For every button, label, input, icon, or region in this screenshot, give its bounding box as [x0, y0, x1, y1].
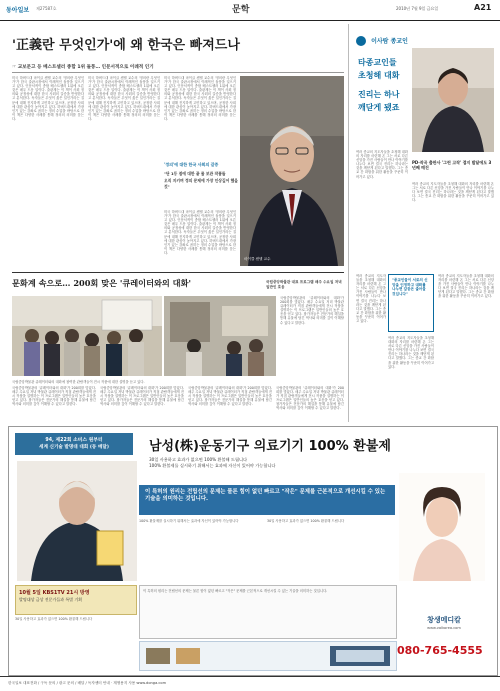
ad-inventor-photo	[17, 461, 137, 581]
article2-subhead: 국립중앙박물관 대표 프로그램 매주 수요일 저녁 일반인 호응	[266, 280, 342, 289]
interview-photo	[412, 48, 494, 152]
interview-quote-title	[358, 56, 410, 114]
pull-quote	[164, 162, 238, 206]
article-subhead: ☞ 교보문고 등 베스트셀러 종합 1위 돌풍… 인문서적으로 이례적 인기	[12, 65, 154, 70]
ad-fine-print-box	[139, 585, 397, 639]
article2-body-col-3: 국립중앙박물관의 '큐레이터와의 대화'가 200회를 맞았다. 매주 수요일 저녁 박물관 큐레이터가 직접 관람객들에게 전시 작품을 설명하는 이 프로그램은 일반인들의 높은 호응을 얻고 있다. 참가자들은 전문가의 해설을 통해 유물에 담긴 역사와 의미를 깊이 이해할 수 있다고 말한다.	[188, 386, 272, 407]
interview-side-caption: PD·작곡 출판사 '그린 고작' 접지 발달에도 3년째 매진	[412, 160, 492, 170]
masthead	[0, 0, 500, 21]
article-body-col-2: 미국 하버드대 마이클 샌델 교수의 '정의란 무엇인가'가 한국 출판시장에서 이례적인 돌풍을 일으키고 있다. 인문서적이 종합 베스트셀러 1위에 오른 것은 매우 드문 일이다. 출판계는 이 책이 사회 정의와 공정성에 대한 한국 사회의 갈증을 반영한다고 분석한다. 독자들은 무엇이 옳은 일인가라는 질문에 대해 진지하게 고민하고 있으며, 공정한 사회에 대한 관심이 높아지고 있다. 하버드대에서 가장 인기 있는 강좌로 꼽히는 정의 수업을 바탕으로 한 이 책은 다양한 사례를 통해 정의의 의미를 묻는다.	[88, 76, 160, 121]
footer	[0, 676, 500, 691]
pull-quote-title: '정의'에 대한 한국 사회의 갈증	[164, 162, 219, 167]
ad-phone	[397, 639, 493, 665]
article-body-col-1: 미국 하버드대 마이클 샌델 교수의 '정의란 무엇인가'가 한국 출판시장에서 이례적인 돌풍을 일으키고 있다. 인문서적이 종합 베스트셀러 1위에 오른 것은 매우 드문 일이다. 출판계는 이 책이 사회 정의와 공정성에 대한 한국 사회의 갈증을 반영한다고 분석한다. 독자들은 무엇이 옳은 일인가라는 질문에 대해 진지하게 고민하고 있으며, 공정한 사회에 대한 관심이 높아지고 있다. 하버드대에서 가장 인기 있는 강좌로 꼽히는 정의 수업을 바탕으로 한 이 책은 다양한 사례를 통해 정의의 의미를 묻는다.	[12, 76, 84, 121]
article-body-col-3: 미국 하버드대 마이클 샌델 교수의 '정의란 무엇인가'가 한국 출판시장에서 이례적인 돌풍을 일으키고 있다. 인문서적이 종합 베스트셀러 1위에 오른 것은 매우 드문 일이다. 출판계는 이 책이 사회 정의와 공정성에 대한 한국 사회의 갈증을 반영한다고 분석한다. 독자들은 무엇이 옳은 일인가라는 질문에 대해 진지하게 고민하고 있으며, 공정한 사회에 대한 관심이 높아지고 있다. 하버드대에서 가장 인기 있는 강좌로 꼽히는 정의 수업을 바탕으로 한 이 책은 다양한 사례를 통해 정의의 의미를 묻는다.	[164, 76, 236, 121]
ad-top-box	[15, 433, 133, 455]
section-title: 문학	[232, 5, 250, 15]
company-web: www.valkorea.com	[427, 626, 461, 630]
interview-label-text: 이사람 종교인	[371, 38, 408, 45]
ad-tv-line-2: 발명대상 금상 전문가들과 특별 기획	[19, 597, 83, 602]
portrait-photo	[240, 76, 344, 266]
ad-fine-print: 이 특허의 원리는 전립선의 문제는 물론 힘이 없던 빠르고 "작은" 문제를 근본적으로 개선시킬 수 있는 기술을 의미하는 것입니다.	[143, 589, 328, 593]
article2-body-col-4: 국립중앙박물관의 '큐레이터와의 대화'가 200회를 맞았다. 매주 수요일 저녁 박물관 큐레이터가 직접 관람객들에게 전시 작품을 설명하는 이 프로그램은 일반인들의 높은 호응을 얻고 있다. 참가자들은 전문가의 해설을 통해 유물에 담긴 역사와 의미를 깊이 이해할 수 있다고 말한다.	[276, 386, 344, 411]
ad-device-photo	[399, 473, 485, 581]
article2-headline: 문화계 속으로… 200회 맞은 '큐레이터와의 대화'	[12, 278, 191, 288]
portrait-illustration	[240, 76, 344, 266]
interview-quote-line-1: 타종교인들	[358, 58, 397, 67]
page-number: A21	[474, 3, 492, 12]
article-body-col-4: 미국 하버드대 마이클 샌델 교수의 '정의란 무엇인가'가 한국 출판시장에서 이례적인 돌풍을 일으키고 있다. 인문서적이 종합 베스트셀러 1위에 오른 것은 매우 드문 일이다. 출판계는 이 책이 사회 정의와 공정성에 대한 한국 사회의 갈증을 반영한다고 분석한다. 독자들은 무엇이 옳은 일인가라는 질문에 대해 진지하게 고민하고 있으며, 공정한 사회에 대한 관심이 높아지고 있다. 하버드대에서 가장 인기 있는 강좌로 꼽히는 정의 수업을 바탕으로 한 이 책은 다양한 사례를 통해 정의의 의미를 묻는다.	[164, 210, 236, 255]
ad-banner	[139, 485, 395, 515]
ad-block	[8, 426, 498, 676]
curator-photo-illustration	[164, 296, 276, 376]
column-divider	[348, 24, 349, 422]
interview-quote-line-2: 초청해 대화	[358, 71, 400, 80]
phone-prefix: 080	[397, 644, 420, 657]
ad-company-logo	[399, 615, 489, 635]
ad-intro-1: 30일 사용하고 효과가 없으면 100% 환불해 드립니다	[149, 457, 248, 462]
interview-quote-line-3: 진리는 하나	[358, 90, 400, 99]
article2-body-side: 국립중앙박물관의 '큐레이터와의 대화'가 200회를 맞았다. 매주 수요일 저녁 박물관 큐레이터가 직접 관람객들에게 전시 작품을 설명하는 이 프로그램은 일반인들의 높은 호응을 얻고 있다. 참가자들은 전문가의 해설을 통해 유물에 담긴 역사와 의미를 깊이 이해할 수 있다고 말한다.	[280, 296, 344, 325]
photo-caption-2: 국립중앙박물관 큐레이터와의 대화에 참여한 관람객들이 전시 작품에 대한 설명을 듣고 있다.	[12, 380, 145, 384]
inventor-illustration	[17, 461, 137, 581]
label-dot-icon	[356, 36, 366, 46]
interview-body-col-5: 여러 종교의 지도자들을 초청해 대화의 자리를 마련해 온 그는 서로 다른 신앙을 가진 사람들이 만나 이야기를 나누다 보면 결국 진리는 하나라는 것을 깨닫게 된다고 말했다. 그는 종교 간 화합을 위한 활동을 꾸준히 이어가고 있다.	[388, 336, 434, 369]
interview-photo-illustration	[412, 48, 494, 152]
boxed-quote-text: "종교인들이 서로의 신앙을 인정하고 대화를 나누면 갈등은 줄어들 것입니다"	[392, 278, 428, 296]
divider	[12, 272, 344, 273]
ad-body-col-1: 100% 환불제를 실시하기 위해서는 효과에 자신이 있어야 가능합니다	[139, 519, 239, 523]
ad-tv-line-1: 10월 5일 KBS1TV 21시 방영	[19, 590, 90, 596]
article-headline: '正義란 무엇인가'에 왜 한국은 빠져드나	[12, 38, 240, 53]
interview-label	[356, 30, 496, 44]
company-name: 창생메디칼	[427, 616, 461, 624]
ad-body-col-2: 30일 사용하고 효과가 없으면 100% 환불해 드립니다	[267, 519, 345, 523]
article2-body-col-1: 국립중앙박물관의 '큐레이터와의 대화'가 200회를 맞았다. 매주 수요일 저녁 박물관 큐레이터가 직접 관람객들에게 전시 작품을 설명하는 이 프로그램은 일반인들의 높은 호응을 얻고 있다. 참가자들은 전문가의 해설을 통해 유물에 담긴 역사와 의미를 깊이 이해할 수 있다고 말한다.	[12, 386, 96, 407]
phone-rest: -765-4555	[419, 644, 483, 657]
paper-name: 동아일보	[6, 7, 30, 14]
ad-banner-text: 이 특허의 원리는 전립선의 문제는 물론 힘이 없던 빠르고 "작은" 문제를 근본적으로 개선시킬 수 있는 기술을 의미하는 것입니다.	[145, 489, 386, 502]
footer-text: 한국일보 대표전화 / 구독 문의 / 광고 문의 / 배달 / 독자센터 안내 · 재생용지 사용 www.donga.com	[8, 681, 167, 685]
interview-body-col-3: 여러 종교의 지도자들을 초청해 대화의 자리를 마련해 온 그는 서로 다른 신앙을 가진 사람들이 만나 이야기를 나누다 보면 결국 진리는 하나라는 것을 깨닫게 된다고 말했다. 그는 종교 간 화합을 위한 활동을 꾸준히 이어가고 있다.	[356, 274, 386, 324]
curator-photo	[164, 296, 276, 376]
ad-top-line-1: 94, 제22회 소비스 원부터	[45, 438, 103, 443]
interview-body-col-1: 여러 종교의 지도자들을 초청해 대화의 자리를 마련해 온 그는 서로 다른 신앙을 가진 사람들이 만나 이야기를 나누다 보면 결국 진리는 하나라는 것을 깨닫게 된다고 말했다. 그는 종교 간 화합을 위한 활동을 꾸준히 이어가고 있다.	[356, 150, 408, 179]
model-illustration	[399, 473, 485, 581]
museum-photo	[12, 296, 162, 376]
issue-number: 제27587호	[36, 6, 57, 11]
pull-quote-line-2: 오직 지키며 정의 문제에 가장 인상깊어 했을 것"	[164, 178, 238, 189]
pull-quote-line-1: "단 1등 점에 대한 끝 물 보관 작품들	[164, 171, 226, 176]
photo-caption: 마이클 샌델 교수	[244, 257, 271, 261]
ad-top-line-2: 세계 신기술 발명대 대회 (동 메달)	[39, 445, 109, 450]
ad-intro-2: 100% 환불제를 실시하기 위해서는 효과에 자신이 있어야 가능합니다	[149, 463, 276, 468]
interview-body-col-2: 여러 종교의 지도자들을 초청해 대화의 자리를 마련해 온 그는 서로 다른 신앙을 가진 사람들이 만나 이야기를 나누다 보면 결국 진리는 하나라는 것을 깨닫게 된다고 말했다. 그는 종교 간 화합을 위한 활동을 꾸준히 이어가고 있다.	[412, 182, 494, 203]
product-strip-illustration	[140, 642, 396, 670]
ad-product-strip	[139, 641, 397, 671]
ad-tv-list: 30일 사용하고 효과가 없으면 100% 환불해 드립니다	[15, 617, 93, 621]
ad-tv-box	[15, 585, 137, 615]
issue-date: 2010년 7월 9일 금요일	[396, 6, 439, 11]
ad-headline: 남성(株)운동기구 의료기기 100% 환불제	[149, 439, 391, 454]
museum-photo-illustration	[12, 296, 162, 376]
article2-body-col-2: 국립중앙박물관의 '큐레이터와의 대화'가 200회를 맞았다. 매주 수요일 저녁 박물관 큐레이터가 직접 관람객들에게 전시 작품을 설명하는 이 프로그램은 일반인들의 높은 호응을 얻고 있다. 참가자들은 전문가의 해설을 통해 유물에 담긴 역사와 의미를 깊이 이해할 수 있다고 말한다.	[100, 386, 184, 407]
interview-body-col-4: 여러 종교의 지도자들을 초청해 대화의 자리를 마련해 온 그는 서로 다른 신앙을 가진 사람들이 만나 이야기를 나누다 보면 결국 진리는 하나라는 것을 깨닫게 된다고 말했다. 그는 종교 간 화합을 위한 활동을 꾸준히 이어가고 있다.	[438, 274, 494, 299]
interview-boxed-quote	[388, 274, 434, 332]
interview-quote-line-4: 깨닫게 됐죠	[358, 103, 400, 112]
divider	[12, 72, 344, 73]
